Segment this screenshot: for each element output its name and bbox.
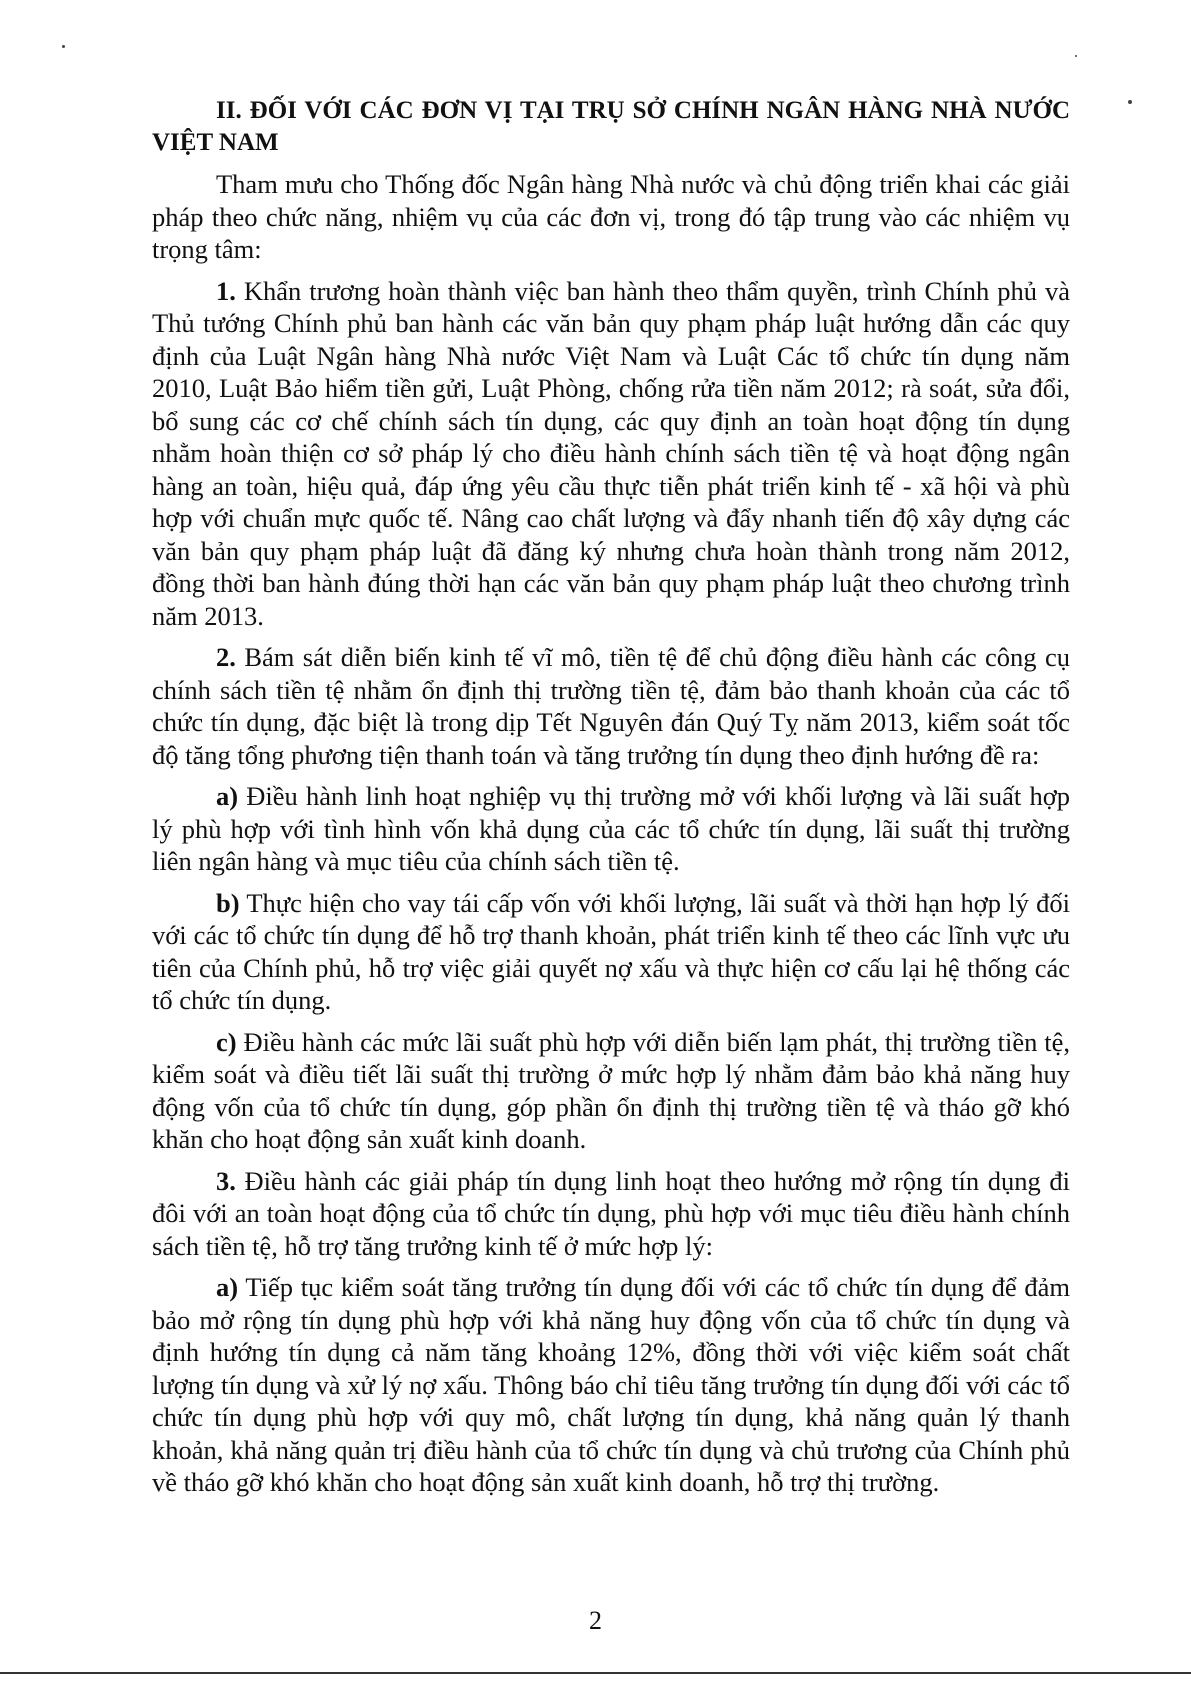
item-text: Tiếp tục kiểm soát tăng trưởng tín dụng đối với các tổ chức tín dụng để đảm bảo mở rộng tín dụng phù hợp với khả năng huy động vốn của tổ chức tín dụng và định hướng tín dụng cả năm tăng khoảng 12%, đồng thời với việc kiểm soát chất lượng tín dụng và xử lý nợ xấu. Thông báo chỉ tiêu tăng trưởng tín dụng đối với các tổ chức tín dụng phù hợp với quy mô, chất lượng tín dụng, khả năng quản lý thanh khoản, khả năng quản trị điều hành của tổ chức tín dụng và chủ trương của Chính phủ về tháo gỡ khó khăn cho hoạt động sản xuất kinh doanh, hỗ trợ thị trường. [152,1272,1070,1497]
intro-paragraph: Tham mưu cho Thống đốc Ngân hàng Nhà nước và chủ động triển khai các giải pháp theo chức năng, nhiệm vụ của các đơn vị, trong đó tập trung vào các nhiệm vụ trọng tâm: [152,169,1070,264]
item-text: Điều hành các mức lãi suất phù hợp với diễn biến lạm phát, thị trường tiền tệ, kiểm soát và điều tiết lãi suất thị trường ở mức hợp lý nhằm đảm bảo khả năng huy động vốn của tổ chức tín dụng, góp phần ổn định thị trường tiền tệ và tháo gỡ khó khăn cho hoạt động sản xuất kinh doanh. [152,1026,1070,1154]
item-2c [152,1026,1070,1156]
item-text: Thực hiện cho vay tái cấp vốn với khối lượng, lãi suất và thời hạn hợp lý đối với các tổ chức tín dụng để hỗ trợ thanh khoản, phát triển kinh tế theo các lĩnh vực ưu tiên của Chính phủ, hỗ trợ việc giải quyết nợ xấu và thực hiện cơ cấu lại hệ thống các tổ chức tín dụng. [152,887,1070,1015]
item-2b [152,887,1070,1017]
item-marker: c) [216,1026,237,1057]
item-marker: 3. [216,1165,236,1196]
item-3a [152,1271,1070,1499]
item-text: Khẩn trương hoàn thành việc ban hành theo thẩm quyền, trình Chính phủ và Thủ tướng Chính phủ ban hành các văn bản quy phạm pháp luật hướng dẫn các quy định của Luật Ngân hàng Nhà nước Việt Nam và Luật Các tổ chức tín dụng năm 2010, Luật Bảo hiểm tiền gửi, Luật Phòng, chống rửa tiền năm 2012; rà soát, sửa đổi, bổ sung các cơ chế chính sách tín dụng, các quy định an toàn hoạt động tín dụng nhằm hoàn thiện cơ sở pháp lý cho điều hành chính sách tiền tệ và hoạt động ngân hàng an toàn, hiệu quả, đáp ứng yêu cầu thực tiễn phát triển kinh tế - xã hội và phù hợp với chuẩn mực quốc tế. Nâng cao chất lượng và đẩy nhanh tiến độ xây dựng các văn bản quy phạm pháp luật đã đăng ký nhưng chưa hoàn thành trong năm 2012, đồng thời ban hành đúng thời hạn các văn bản quy phạm pháp luật theo chương trình năm 2013. [152,275,1070,631]
item-marker: b) [216,887,240,918]
item-marker: 2. [216,642,236,672]
item-3 [152,1165,1070,1263]
item-text: Bám sát diễn biến kinh tế vĩ mô, tiền tệ để chủ động điều hành các công cụ chính sách tiền tệ nhằm ổn định thị trường tiền tệ, đảm bảo thanh khoản của các tổ chức tín dụng, đặc biệt là trong dịp Tết Nguyên đán Quý Tỵ năm 2013, kiểm soát tốc độ tăng tổng phương tiện thanh toán và tăng trưởng tín dụng theo định hướng đề ra: [152,642,1070,770]
scan-speck [62,45,65,48]
document-page [152,95,1070,1508]
scan-speck [1075,55,1077,57]
section-heading: II. ĐỐI VỚI CÁC ĐƠN VỊ TẠI TRỤ SỞ CHÍNH NGÂN HÀNG NHÀ NƯỚC VIỆT NAM [152,97,1070,156]
item-text: Điều hành linh hoạt nghiệp vụ thị trường mở với khối lượng và lãi suất hợp lý phù hợp với tình hình vốn khả dụng của các tổ chức tín dụng, lãi suất thị trường liên ngân hàng và mục tiêu của chính sách tiền tệ. [152,781,1070,876]
item-text: Điều hành các giải pháp tín dụng linh hoạt theo hướng mở rộng tín dụng đi đôi với an toàn hoạt động của tổ chức tín dụng, phù hợp với mục tiêu điều hành chính sách tiền tệ, hỗ trợ tăng trưởng kinh tế ở mức hợp lý: [152,1165,1070,1261]
item-marker: a) [216,781,239,811]
scan-speck [1128,100,1132,104]
scan-edge-line [0,1672,1191,1674]
item-2a [152,780,1070,878]
item-1 [152,275,1070,633]
item-marker: 1. [216,275,236,306]
item-2 [152,641,1070,771]
page-number: 2 [589,1606,602,1635]
item-marker: a) [216,1272,239,1302]
